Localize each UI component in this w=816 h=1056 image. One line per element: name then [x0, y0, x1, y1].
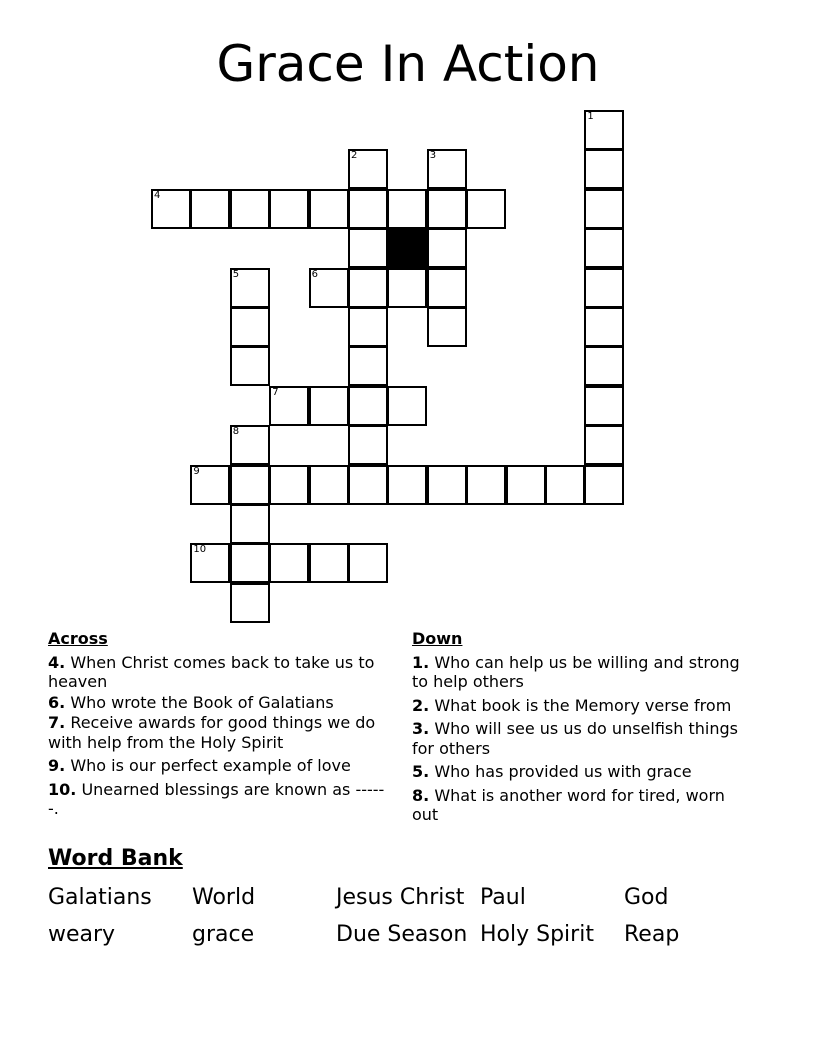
grid-cell[interactable]	[427, 189, 467, 229]
grid-cell[interactable]	[348, 425, 388, 465]
grid-cell[interactable]	[309, 189, 349, 229]
grid-cell[interactable]	[584, 149, 624, 189]
word-bank-entry: Holy Spirit	[480, 922, 594, 947]
clue-number-label: 7	[272, 386, 279, 398]
clue-number-label: 9	[193, 465, 200, 477]
clue-number-label: 6	[311, 268, 318, 280]
grid-cell[interactable]	[348, 543, 388, 583]
clue-text: Who can help us be willing and strong to help others	[412, 652, 740, 691]
grid-cell[interactable]	[190, 543, 230, 583]
clue-number: 3.	[412, 719, 430, 738]
grid-cell[interactable]	[387, 386, 427, 426]
clue-number-label: 3	[429, 150, 437, 162]
grid-cell[interactable]	[269, 543, 309, 583]
grid-cell[interactable]	[584, 386, 624, 426]
grid-cell[interactable]	[348, 465, 388, 505]
clue-text: Unearned blessings are known as ------.	[48, 779, 385, 818]
grid-cell[interactable]	[584, 346, 624, 386]
clue-text: Who is our perfect example of love	[70, 756, 351, 775]
grid-cell[interactable]	[309, 543, 349, 583]
grid-cell[interactable]	[230, 583, 270, 623]
clue-number-label: 10	[193, 544, 207, 556]
clue-number: 2.	[412, 695, 430, 715]
grid-cell[interactable]	[348, 268, 388, 308]
grid-cell[interactable]	[466, 189, 506, 229]
grid-cell[interactable]	[348, 189, 388, 229]
down-clues	[412, 629, 752, 825]
clue-across-9	[48, 756, 388, 776]
puzzle-title: Grace In Action	[216, 35, 600, 93]
grid-cell[interactable]	[230, 543, 270, 583]
clue-across-7	[48, 713, 388, 752]
grid-cell[interactable]	[584, 425, 624, 465]
clue-number: 10.	[48, 779, 77, 799]
across-heading: Across	[48, 629, 108, 648]
grid-cell[interactable]	[269, 386, 309, 426]
grid-cell[interactable]	[348, 307, 388, 347]
grid-cell[interactable]	[230, 268, 270, 308]
grid-cell[interactable]	[427, 307, 467, 347]
grid-cell[interactable]	[309, 465, 349, 505]
grid-cell[interactable]	[427, 268, 467, 308]
word-bank-entry: Due Season	[336, 922, 468, 947]
clue-number: 6.	[48, 692, 66, 712]
grid-cell[interactable]	[427, 465, 467, 505]
grid-cell[interactable]	[584, 228, 624, 268]
grid-cell[interactable]	[269, 465, 309, 505]
word-bank-entry: weary	[48, 922, 116, 947]
clue-down-2	[412, 696, 752, 716]
clue-number-label: 5	[232, 268, 240, 280]
word-bank-entry: Reap	[624, 922, 680, 947]
grid-cell[interactable]	[348, 386, 388, 426]
down-heading: Down	[412, 629, 463, 648]
grid-cell[interactable]	[230, 307, 270, 347]
clue-number: 1.	[412, 652, 430, 672]
grid-cell[interactable]	[387, 268, 427, 308]
clue-number-label: 1	[587, 111, 594, 122]
grid-cell[interactable]	[348, 149, 388, 189]
clue-number: 8.	[412, 785, 430, 805]
clue-text: What is another word for tired, worn out	[412, 785, 725, 824]
across-clues	[48, 629, 388, 819]
grid-cell[interactable]	[190, 465, 230, 505]
black-cell	[387, 228, 427, 268]
clue-text: When Christ comes back to take us to heaven	[48, 652, 375, 691]
clue-number-label: 2	[351, 150, 358, 162]
clue-across-6	[48, 693, 388, 713]
grid-cell[interactable]	[584, 268, 624, 308]
clue-text: Who wrote the Book of Galatians	[70, 692, 334, 712]
grid-cell[interactable]	[506, 465, 546, 505]
grid-cell[interactable]	[348, 346, 388, 386]
word-bank-entry: grace	[192, 922, 255, 947]
grid-cell[interactable]	[387, 189, 427, 229]
grid-cell[interactable]	[190, 189, 230, 229]
clue-text: Who has provided us with grace	[434, 762, 692, 781]
clue-across-4	[48, 653, 388, 692]
clue-down-3	[412, 719, 752, 758]
clue-number-label: 4	[154, 189, 161, 201]
clue-down-5	[412, 762, 752, 782]
grid-cell[interactable]	[427, 149, 467, 189]
grid-cell[interactable]	[230, 189, 270, 229]
grid-cell[interactable]	[230, 346, 270, 386]
grid-cell[interactable]	[427, 228, 467, 268]
clue-number: 4.	[48, 652, 66, 672]
word-bank-entry: World	[192, 885, 256, 910]
grid-cell[interactable]	[309, 386, 349, 426]
grid-cell[interactable]	[584, 189, 624, 229]
grid-cell[interactable]	[348, 228, 388, 268]
clue-across-10	[48, 780, 388, 819]
clue-text: Receive awards for good things we do with help from the Holy Spirit	[48, 713, 376, 752]
grid-cell[interactable]	[584, 465, 624, 505]
grid-cell[interactable]	[269, 189, 309, 229]
clue-down-1	[412, 653, 752, 692]
grid-cell[interactable]	[230, 504, 270, 544]
word-bank-entry: Paul	[480, 885, 526, 910]
clue-number: 7.	[48, 713, 66, 732]
grid-cell[interactable]	[545, 465, 585, 505]
clue-number: 5.	[412, 762, 430, 781]
grid-cell[interactable]	[584, 307, 624, 347]
clue-down-8	[412, 786, 752, 825]
clue-text: Who will see us us do unselfish things for others	[412, 719, 738, 758]
clue-text: What book is the Memory verse from	[434, 695, 732, 715]
word-bank-entry: God	[624, 885, 669, 910]
grid-cell[interactable]	[230, 425, 270, 465]
clue-number: 9.	[48, 756, 66, 775]
word-bank-title: Word Bank	[48, 846, 183, 871]
grid-cell[interactable]	[584, 110, 624, 150]
word-bank-entry: Jesus Christ	[336, 885, 465, 910]
word-bank-entry: Galatians	[48, 885, 152, 910]
grid-cell[interactable]	[309, 268, 349, 308]
grid-cell[interactable]	[230, 465, 270, 505]
grid-cell[interactable]	[466, 465, 506, 505]
grid-cell[interactable]	[151, 189, 191, 229]
clue-number-label: 8	[232, 426, 240, 438]
grid-cell[interactable]	[387, 465, 427, 505]
